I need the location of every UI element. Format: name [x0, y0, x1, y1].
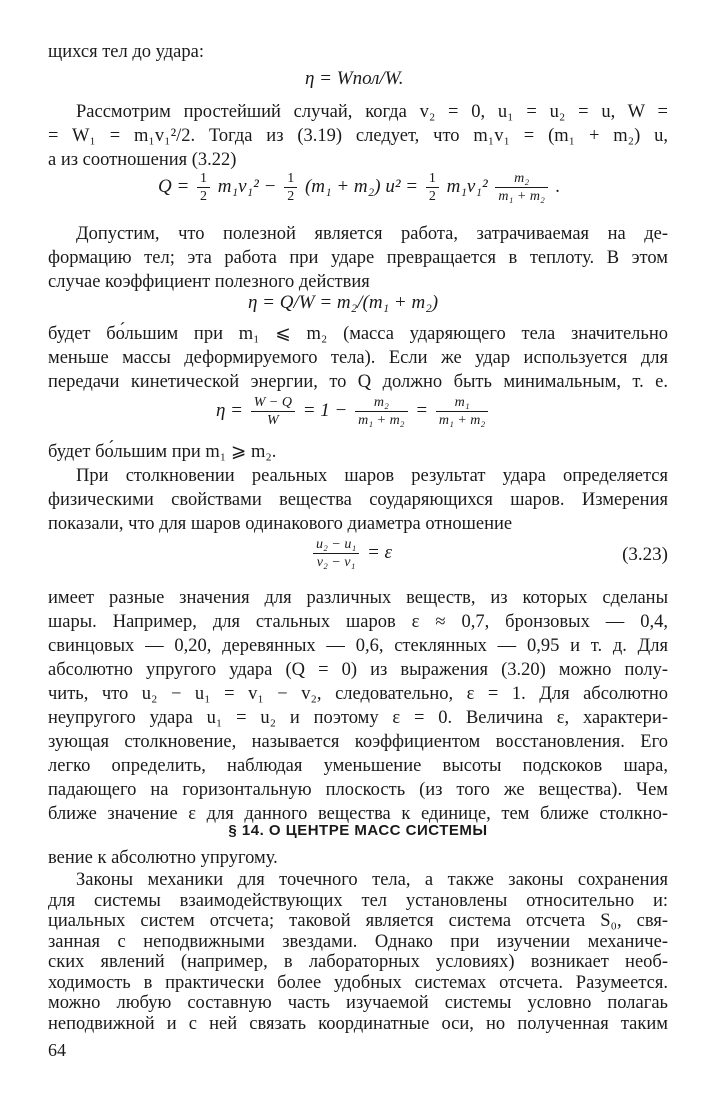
- equation-number: (3.23): [622, 544, 668, 565]
- text-line: будет бо́льшим при m₁ ⩾ m₂.: [48, 442, 277, 462]
- text-line: абсолютно упругого удара (Q = 0) из выражения (3.20) можно полу-: [48, 660, 668, 680]
- text-line: будет бо́льшим при m₁ ⩽ m₂ (масса ударяющего тела значительно: [48, 324, 668, 344]
- section-heading: § 14. О ЦЕНТРЕ МАСС СИСТЕМЫ: [228, 822, 488, 839]
- eq-q-left: Q =: [158, 175, 195, 197]
- fraction-half: $\frac{1}{2}$: [284, 170, 297, 205]
- text-line: формацию тел; эта работа при ударе превращается в теплоту. В этом: [48, 248, 668, 268]
- text-line: легко определить, наблюдая уменьшение высоты подскоков шара,: [48, 756, 668, 776]
- text-line: случае коэффициент полезного действия: [48, 272, 370, 292]
- text-line: а из соотношения (3.22): [48, 150, 237, 170]
- text-line: При столкновении реальных шаров результат удара определяется: [76, 466, 668, 486]
- text-line: неупругого удара u₁ = u₂ и поэтому ε = 0. Величина ε, характери-: [48, 708, 668, 728]
- fraction-velocity-ratio: $\frac{\text{u₂ − u₁}}{\text{v₂ − v₁}}$: [313, 536, 359, 571]
- text-line: зующая столкновение, называется коэффициентом восстановления. Его: [48, 732, 668, 752]
- text-line: занная с неподвижными звездами. Однако при изучении механиче-: [48, 931, 668, 952]
- text-line: Законы механики для точечного тела, а также законы сохранения: [76, 870, 668, 890]
- text-line: = W₁ = m₁v₁²/2. Тогда из (3.19) следует, что m₁v₁ = (m₁ + m₂) u,: [48, 126, 668, 146]
- text-line: неподвижной и с ней связать координатные оси, но полученная таким: [48, 1013, 668, 1034]
- fraction-m1: $\frac{\text{m₁}}{\text{m₁ + m₂}}$: [436, 394, 488, 429]
- text-line: имеет разные значения для различных веществ, из которых сделаны: [48, 588, 668, 608]
- fraction-half: $\frac{1}{2}$: [197, 170, 210, 205]
- fraction-w-minus-q: $\frac{W - Q}{W}$: [251, 394, 295, 429]
- text-line: Рассмотрим простейший случай, когда v₂ = 0, u₁ = u₂ = u, W =: [76, 102, 668, 122]
- fraction-m2: $\frac{\text{m₂}}{\text{m₁ + m₂}}$: [355, 394, 407, 429]
- text-line: вение к абсолютно упругому.: [48, 848, 278, 868]
- text-line: Допустим, что полезной является работа, затрачиваемая на де-: [76, 224, 668, 244]
- text-line: ских явлений (например, в лабораторных условиях) возникает необ-: [48, 952, 668, 972]
- equation-restitution: $\frac{\text{u₂ − u₁}}{\text{v₂ − v₁}}$ = ε: [310, 536, 392, 571]
- text-line: ходимость в практически более удобных системах отсчета. Разумеется.: [48, 972, 668, 993]
- text-line: чить, что u₂ − u₁ = v₁ − v₂, следовательно, ε = 1. Для абсолютно: [48, 684, 668, 704]
- text-line: шары. Например, для стальных шаров ε ≈ 0,7, бронзовых — 0,4,: [48, 612, 668, 632]
- text-line: физическими свойствами вещества соударяющихся шаров. Измерения: [48, 490, 668, 510]
- text-line: для системы взаимодействующих тел установлены относительно и:: [48, 890, 668, 911]
- text-line: меньше массы деформируемого тела). Если же удар используется для: [48, 348, 668, 368]
- text-line: можно любую составную часть изучаемой системы условно полагаь: [48, 993, 668, 1013]
- text-line: циальных систем отсчета; таковой является система отсчета S₀, свя-: [48, 911, 668, 931]
- equation-efficiency-kinetic: η = $\frac{W - Q}{W}$ = 1 − $\frac{\text{m₂}}{\text{m₁ + m₂}}$ = $\frac{\text{m₁}}{\text{m₁ + m₂}}$: [216, 394, 491, 429]
- text-line: свинцовых — 0,20, деревянных — 0,6, стеклянных — 0,95 и т. д. Для: [48, 636, 668, 656]
- text-line: передачи кинетической энергии, то Q должно быть минимальным, т. е.: [48, 372, 668, 392]
- text-line: падающего на горизонтальную плоскость (из того же вещества). Чем: [48, 780, 668, 800]
- equation-efficiency: η = Wпол/W.: [305, 68, 404, 89]
- equation-heat-q: Q = $\frac{1}{2}$ m₁v₁² − $\frac{1}{2}$ (m₁ + m₂) u² = $\frac{1}{2}$ m₁v₁² $\frac{\text{m₂}}{\text{m₁ + m₂}}$ .: [158, 171, 561, 204]
- fraction-mass-ratio: $\frac{\text{m₂}}{\text{m₁ + m₂}}$: [495, 170, 547, 205]
- equation-efficiency-mass: η = Q/W = m₂/(m₁ + m₂): [248, 292, 439, 313]
- text-line: щихся тел до удара:: [48, 42, 204, 62]
- text-line: показали, что для шаров одинакового диаметра отношение: [48, 514, 513, 534]
- page-number: 64: [48, 1040, 66, 1060]
- text-line: ближе значение ε для данного вещества к единице, тем ближе столкно-: [48, 804, 668, 824]
- fraction-half: $\frac{1}{2}$: [426, 170, 439, 205]
